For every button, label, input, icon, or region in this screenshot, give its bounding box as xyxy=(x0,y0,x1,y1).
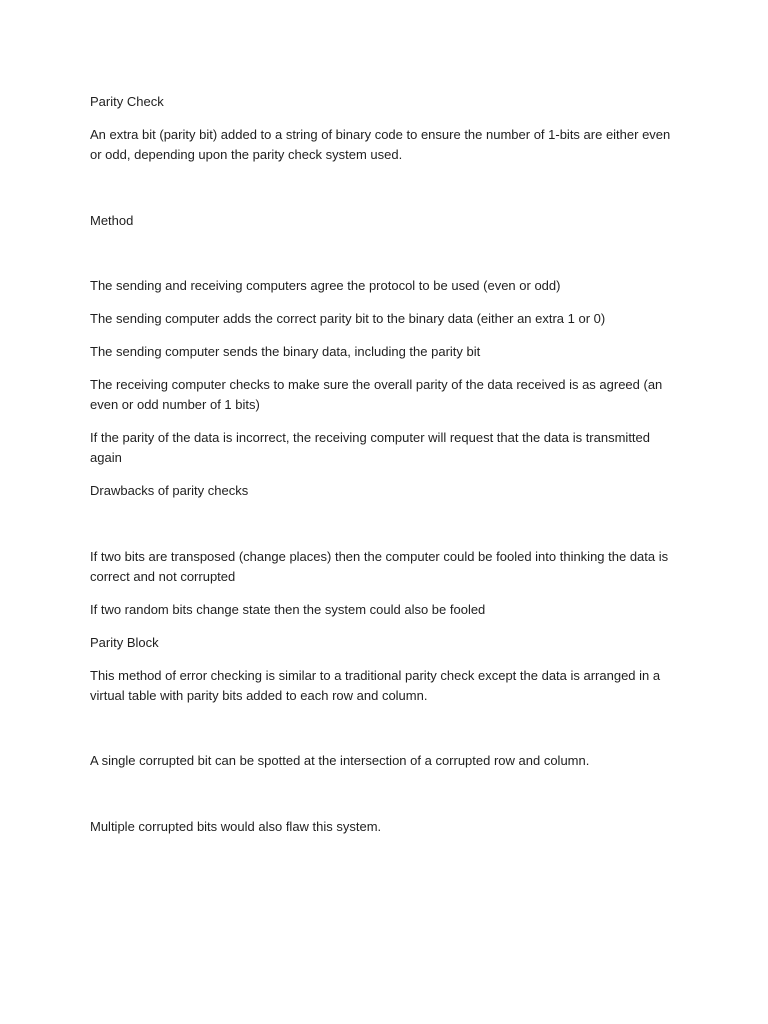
drawback-item: If two random bits change state then the system could also be fooled xyxy=(90,602,486,617)
method-step: The receiving computer checks to make sure the overall parity of the data received is as agreed (an even or odd number of 1 bits) xyxy=(90,377,663,412)
parity-block-description: This method of error checking is similar to a traditional parity check except the data is arranged in a virtual table with parity bits added to each row and column. xyxy=(90,668,661,703)
single-corrupted-paragraph: A single corrupted bit can be spotted at the intersection of a corrupted row and column. xyxy=(90,753,590,768)
heading-parity-check: Parity Check xyxy=(90,94,164,109)
method-step: The sending computer sends the binary data, including the parity bit xyxy=(90,344,481,359)
heading-drawbacks: Drawbacks of parity checks xyxy=(90,483,249,498)
method-step: If the parity of the data is incorrect, the receiving computer will request that the data is transmitted again xyxy=(90,430,650,465)
heading-parity-block: Parity Block xyxy=(90,635,159,650)
intro-paragraph: An extra bit (parity bit) added to a string of binary code to ensure the number of 1-bits are either even or odd, depending upon the parity check system used. xyxy=(90,127,671,162)
method-step: The sending and receiving computers agree the protocol to be used (even or odd) xyxy=(90,278,561,293)
multiple-corrupted-paragraph: Multiple corrupted bits would also flaw this system. xyxy=(90,819,382,834)
drawback-item: If two bits are transposed (change places) then the computer could be fooled into thinking the data is correct and not corrupted xyxy=(90,549,669,584)
method-step: The sending computer adds the correct parity bit to the binary data (either an extra 1 or 0) xyxy=(90,311,606,326)
heading-method: Method xyxy=(90,213,134,228)
